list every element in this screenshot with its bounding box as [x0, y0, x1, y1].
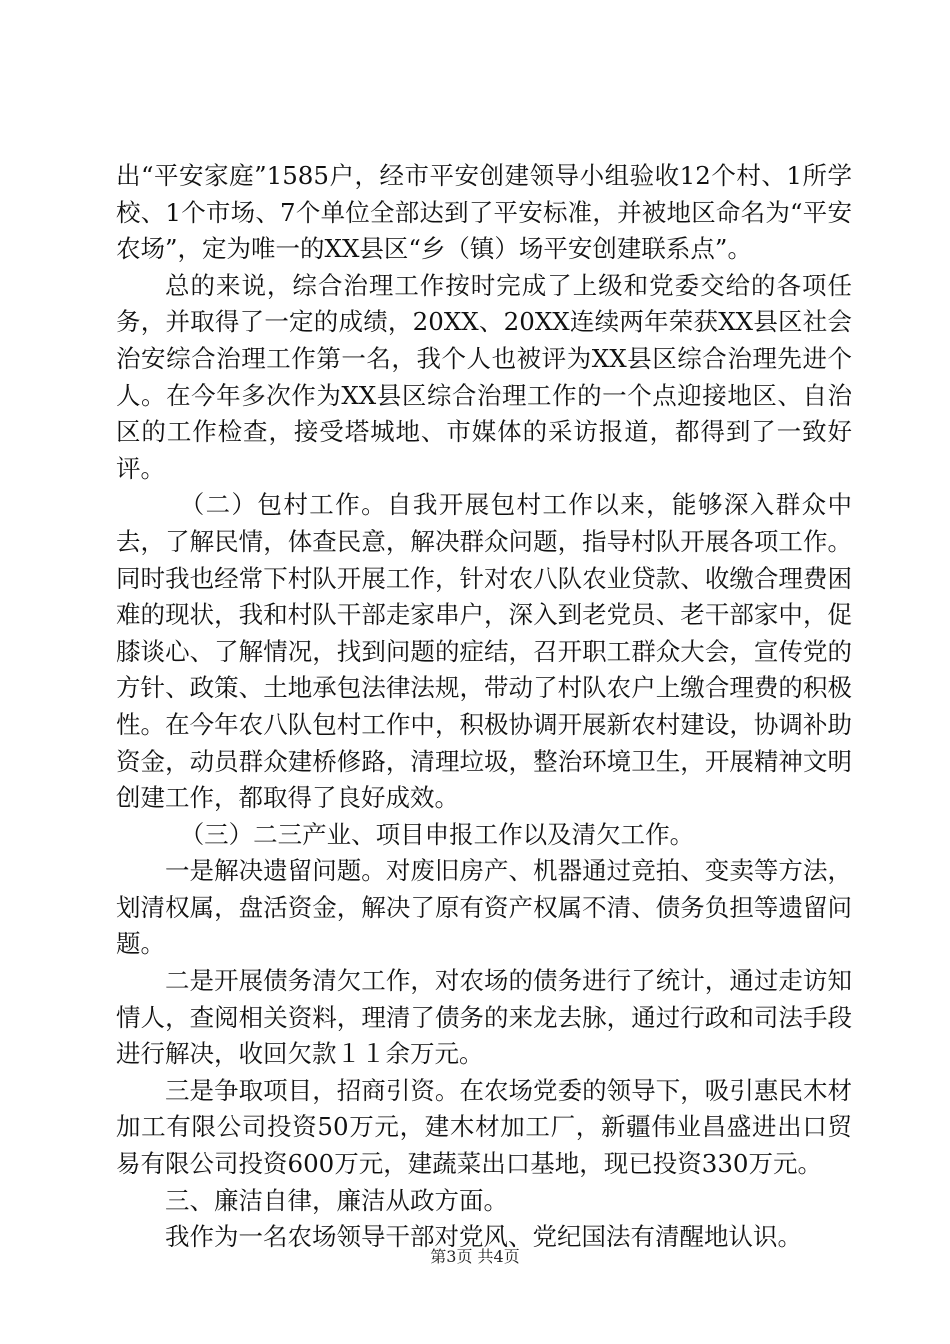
paragraph-village-work: （二）包村工作。自我开展包村工作以来，能够深入群众中去，了解民情，体查民意，解决群众问题，指导村队开展各项工作。同时我也经常下村队开展工作，针对农八队农业贷款、收缴合理费困难的现状，我和村队干部走家串户，深入到老党员、老干部家中，促膝谈心、了解情况，找到问题的症结，召开职工群众大会，宣传党的方针、政策、土地承包法律法规，带动了村队农户上缴合理费的积极性。在今年农八队包村工作中，积极协调开展新农村建设，协调补助资金，动员群众建桥修路，清理垃圾，整治环境卫生，开展精神文明创建工作，都取得了良好成效。 — [116, 490, 852, 813]
paragraph-investment: 三是争取项目，招商引资。在农场党委的领导下，吸引惠民木材加工有限公司投资50万元，建木材加工厂，新疆伟业昌盛进出口贸易有限公司投资600万元，建蔬菜出口基地，现已投资330万元。 — [116, 1075, 852, 1179]
document-body — [116, 158, 852, 1256]
paragraph-legacy-issues: 一是解决遗留问题。对废旧房产、机器通过竞拍、变卖等方法，划清权属，盘活资金，解决了原有资产权属不清、债务负担等遗留问题。 — [116, 856, 852, 959]
paragraph-industry-heading: （三）二三产业、项目申报工作以及清欠工作。 — [179, 819, 695, 849]
paragraph-integrity-heading: 三、廉洁自律，廉洁从政方面。 — [165, 1185, 508, 1215]
paragraph-integrity-statement: 我作为一名农场领导干部对党风、党纪国法有清醒地认识。 — [165, 1222, 802, 1252]
paragraph-summary: 总的来说，综合治理工作按时完成了上级和党委交给的各项任务，并取得了一定的成绩，20XX、20XX连续两年荣获XX县区社会治安综合治理工作第一名，我个人也被评为XX县区综合治理先进个人。在今年多次作为XX县区综合治理工作的一个点迎接地区、自治区的工作检查，接受塔城地、市媒体的采访报道，都得到了一致好评。 — [116, 270, 852, 483]
paragraph-debt-clearance: 二是开展债务清欠工作，对农场的债务进行了统计，通过走访知情人，查阅相关资料，理清了债务的来龙去脉，通过行政和司法手段进行解决，收回欠款１１余万元。 — [116, 966, 852, 1069]
paragraph-safe-families: 出“平安家庭”1585户，经市平安创建领导小组验收12个村、1所学校、1个市场、7个单位全部达到了平安标准，并被地区命名为“平安农场”，定为唯一的XX县区“乡（镇）场平安创建联系点”。 — [116, 161, 852, 264]
page-number-footer: 第3页 共4页 — [430, 1247, 520, 1266]
